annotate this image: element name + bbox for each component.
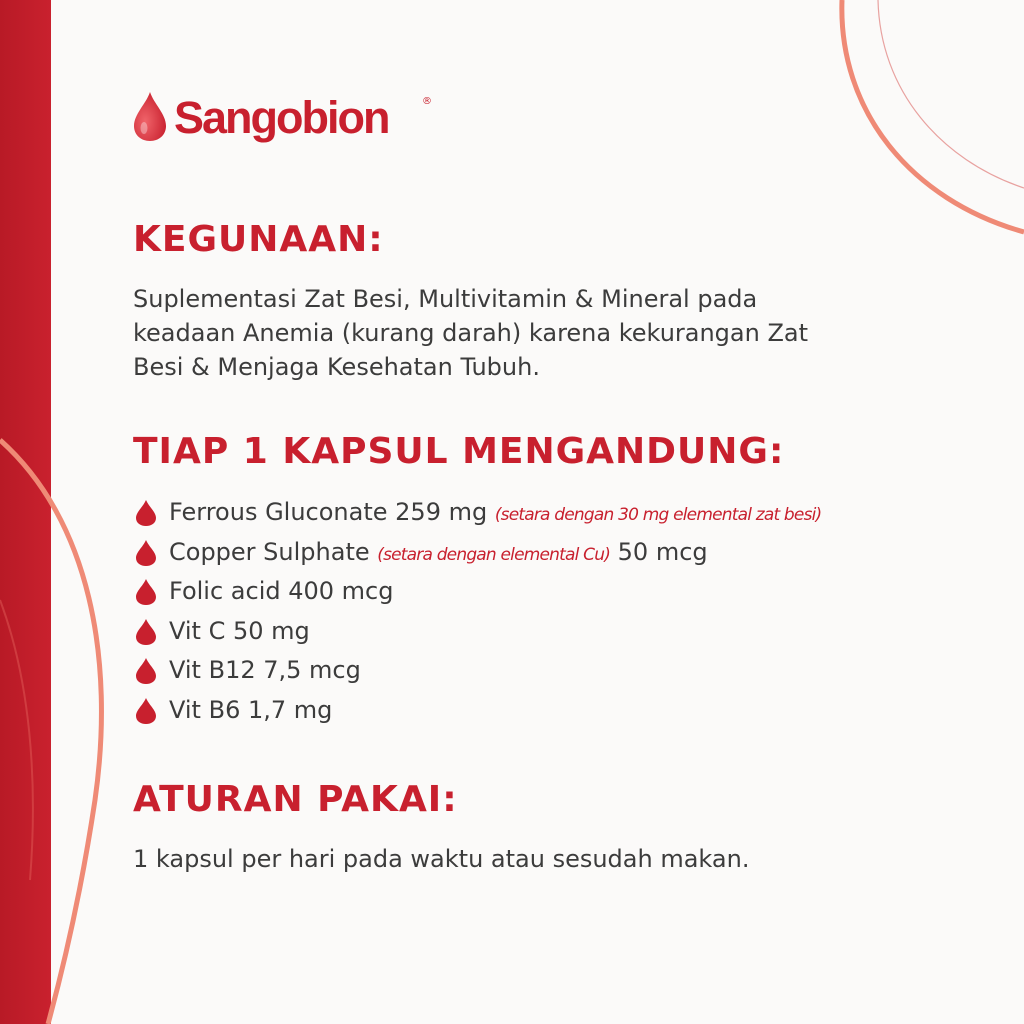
ingredient-label: Ferrous Gluconate 259 mg bbox=[169, 498, 495, 526]
blood-drop-icon bbox=[135, 539, 157, 567]
usage-line: Besi & Menjaga Kesehatan Tubuh. bbox=[133, 353, 540, 381]
blood-drop-icon bbox=[135, 697, 157, 725]
usage-text bbox=[133, 282, 808, 384]
ingredient-text bbox=[169, 494, 821, 533]
usage-heading: KEGUNAAN: bbox=[133, 219, 384, 260]
ingredient-label: Folic acid 400 mcg bbox=[169, 577, 394, 605]
ingredient-label: Copper Sulphate bbox=[169, 537, 378, 566]
composition-heading: TIAP 1 KAPSUL MENGANDUNG: bbox=[133, 431, 785, 472]
blood-drop-icon bbox=[135, 578, 157, 606]
usage-line: keadaan Anemia (kurang darah) karena kekurangan Zat bbox=[133, 319, 809, 347]
ingredient-label: Vit B6 1,7 mg bbox=[169, 695, 333, 724]
ingredient-label: Vit C 50 mg bbox=[169, 616, 310, 645]
ingredient-note: (setara dengan elemental Cu) bbox=[377, 544, 611, 565]
dosage-heading: ATURAN PAKAI: bbox=[133, 779, 458, 820]
ingredient-amount: 50 mcg bbox=[610, 537, 708, 566]
usage-line: Suplementasi Zat Besi, Multivitamin & Mineral pada bbox=[133, 285, 758, 313]
left-red-bar bbox=[0, 0, 51, 1024]
blood-drop-icon bbox=[135, 657, 157, 685]
ingredient-text bbox=[169, 613, 310, 652]
top-right-accent-curve bbox=[842, 0, 1024, 232]
ingredient-label: Vit B12 7,5 mcg bbox=[169, 656, 361, 684]
ingredient-text bbox=[169, 573, 393, 612]
ingredient-text bbox=[169, 652, 361, 691]
brand-name: Sangobion bbox=[174, 92, 389, 143]
ingredient-text bbox=[169, 692, 332, 731]
dosage-text: 1 kapsul per hari pada waktu atau sesudah makan. bbox=[133, 845, 750, 873]
registered-mark: ® bbox=[422, 96, 432, 107]
ingredient-note: (setara dengan 30 mg elemental zat besi) bbox=[494, 505, 822, 525]
ingredient-text bbox=[169, 534, 708, 573]
blood-drop-icon bbox=[132, 90, 168, 142]
blood-drop-icon bbox=[135, 618, 157, 646]
blood-drop-icon bbox=[135, 499, 157, 527]
